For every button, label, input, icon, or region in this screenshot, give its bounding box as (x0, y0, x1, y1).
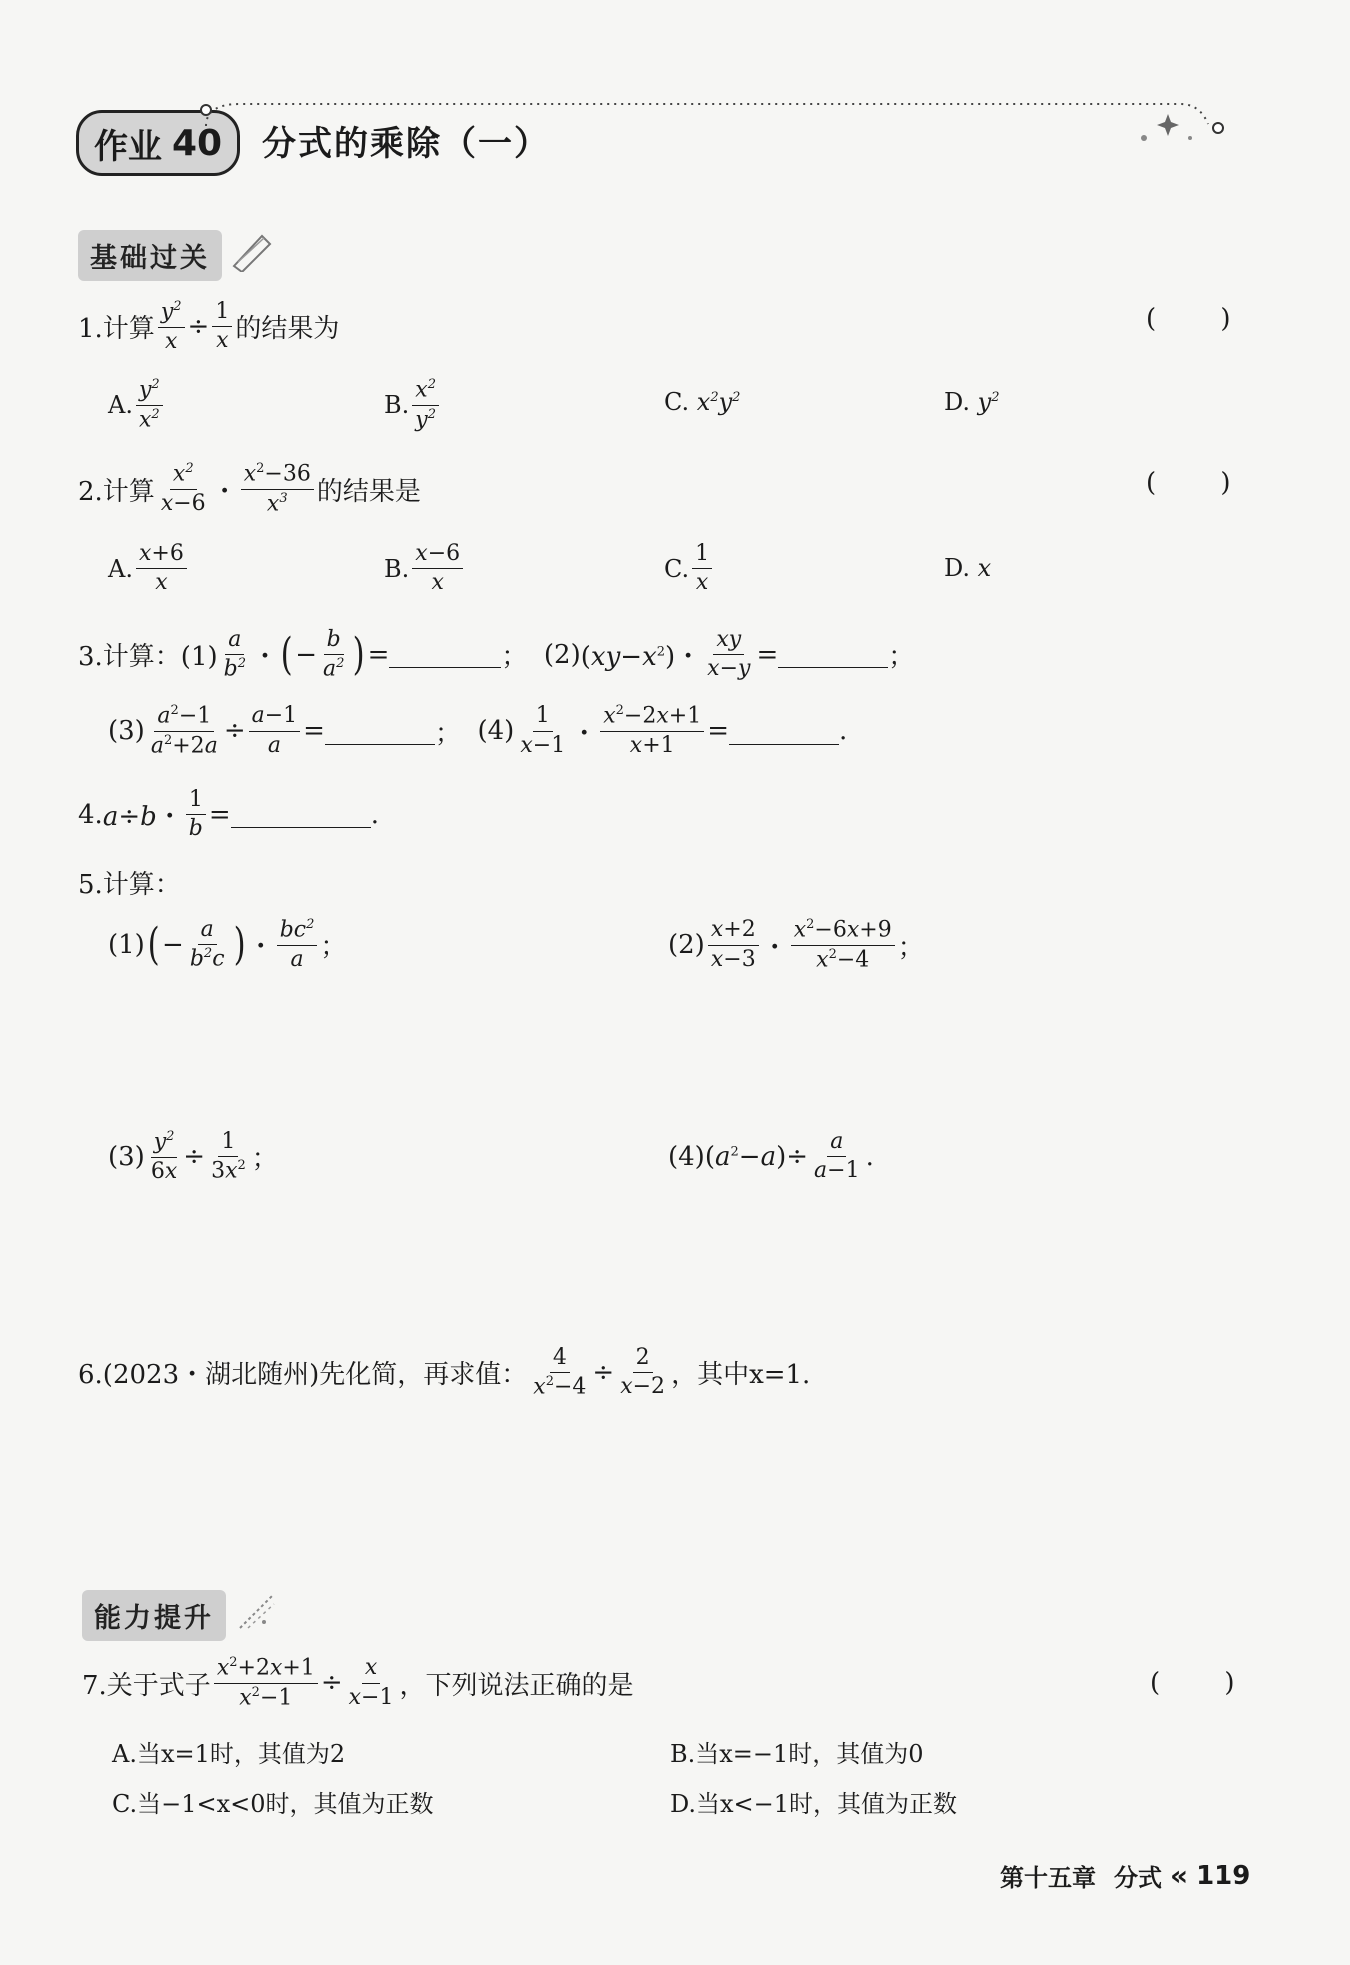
question-6: 6.(2023・湖北随州)先化简，再求值： $\frac{4}{x^2-4}$ ÷ $\frac{2}{x-2}$ ，其中x=1. (78, 1345, 811, 1400)
page-footer (1000, 1858, 1250, 1893)
footer-chapter: 第十五章 (1000, 1864, 1096, 1892)
q3-3-answer-blank[interactable] (325, 718, 435, 745)
page-number: 119 (1196, 1860, 1251, 1891)
question-4: 4. a÷b・ $\frac{1}{b}$ = . (78, 787, 379, 842)
q2-option-b: B. $\frac{x-6}{x}$ (384, 542, 466, 595)
q3-part-4-label: (4) (477, 716, 515, 747)
q7-option-a: A.当x=1时，其值为2 (112, 1740, 346, 1768)
sparkle-icon (234, 1588, 280, 1634)
question-2: 2.计算 $\frac{x^2}{x-6}$ ・ $\frac{x^2-36}{x^3}$ 的结果是 (78, 461, 421, 516)
section-basic-label: 基础过关 (78, 230, 222, 281)
q5-part-1: (1) ( − $\frac{a}{b^2c}$ ) ・ $\frac{bc^2}{a}$ ； (108, 917, 347, 972)
question-3-line-2: (3) $\frac{a^2-1}{a^2+2a}$ ÷ $\frac{a-1}{a}$ = ； (4) $\frac{1}{x-1}$ ・ $\frac{x^2-2x+1}{x+1}$ = . (108, 703, 848, 758)
q1-answer-paren: ( ) (1146, 304, 1259, 334)
q6-tail: ，其中x=1. (671, 1360, 811, 1391)
pencil-icon (228, 230, 274, 272)
q2-option-a: A. $\frac{x+6}{x}$ (108, 542, 190, 595)
q4-label: 4. (78, 799, 103, 830)
footer-topic: 分式 (1114, 1864, 1162, 1892)
question-1: 1.计算 $\frac{y^2}{x}$ ÷ $\frac{1}{x}$ 的结果为 (78, 299, 340, 354)
q3-4-answer-blank[interactable] (729, 718, 839, 745)
q7-option-d: D.当x<−1时，其值为正数 (670, 1790, 958, 1818)
q3-label: 3.计算：(1) (78, 642, 218, 673)
q5-part-4: (4) $(a^2-a)\div$ $\frac{a}{a-1}$ . (668, 1129, 874, 1184)
q3-2-answer-blank[interactable] (778, 641, 888, 668)
question-3-line-1: 3.计算：(1) $\frac{a}{b^2}$ ・ ( − $\frac{b}{a^2}$ ) = ； (2) $(xy-x^2)$・ $\frac{xy}{x-y}$ = ； (78, 627, 915, 682)
header-number: 40 (171, 122, 223, 164)
q7-tail: ，下列说法正确的是 (399, 1670, 634, 1701)
header-tag: 作业 (93, 126, 162, 167)
q3-part-2-label: (2) (543, 639, 581, 670)
page-title: 分式的乘除（一） (262, 124, 550, 164)
q1-label: 1.计算 (78, 314, 155, 345)
q4-answer-blank[interactable] (231, 801, 371, 828)
q7-label: 7.关于式子 (82, 1670, 211, 1701)
q1-fraction-1: $\frac{y^2}{x}$ (158, 300, 185, 354)
q1-option-c: C. $x^2y^2$ (664, 388, 741, 416)
q1-option-b: B. $\frac{x^2}{y^2}$ (384, 378, 442, 432)
q2-answer-paren: ( ) (1146, 468, 1259, 498)
q5-part-2: (2) $\frac{x+2}{x-3}$ ・ $\frac{x^2-6x+9}{x^2-4}$ ； (668, 917, 924, 972)
q2-option-d: D. x (944, 554, 992, 582)
q1-fraction-2: $\frac{1}{x}$ (212, 300, 232, 353)
q5-label: 5.计算： (78, 870, 181, 900)
section-advanced-label: 能力提升 (82, 1590, 226, 1641)
q2-label: 2.计算 (78, 476, 155, 507)
question-5 (78, 864, 181, 901)
q1-tail: 的结果为 (235, 314, 340, 345)
q2-tail: 的结果是 (316, 476, 421, 507)
q7-option-c: C.当−1<x<0时，其值为正数 (112, 1790, 434, 1818)
q5-part-3: (3) $\frac{y^2}{6x}$ ÷ $\frac{1}{3x^2}$ ； (108, 1129, 278, 1184)
q7-option-b: B.当x=−1时，其值为0 (670, 1740, 924, 1768)
question-7: 7.关于式子 $\frac{x^2+2x+1}{x^2-1}$ ÷ $\frac{x}{x-1}$ ，下列说法正确的是 (82, 1655, 634, 1710)
footer-arrows-icon: « (1170, 1859, 1189, 1892)
q1-option-a: A. $\frac{y^2}{x^2}$ (108, 378, 166, 432)
q2-option-c: C. $\frac{1}{x}$ (664, 542, 715, 595)
q6-label: 6.(2023・湖北随州)先化简，再求值： (78, 1360, 528, 1391)
q3-1-answer-blank[interactable] (389, 641, 501, 668)
q3-part-3-label: (3) (108, 716, 145, 747)
q1-option-d: D. $y^2$ (944, 388, 1000, 416)
q7-answer-paren: ( ) (1150, 1668, 1263, 1698)
